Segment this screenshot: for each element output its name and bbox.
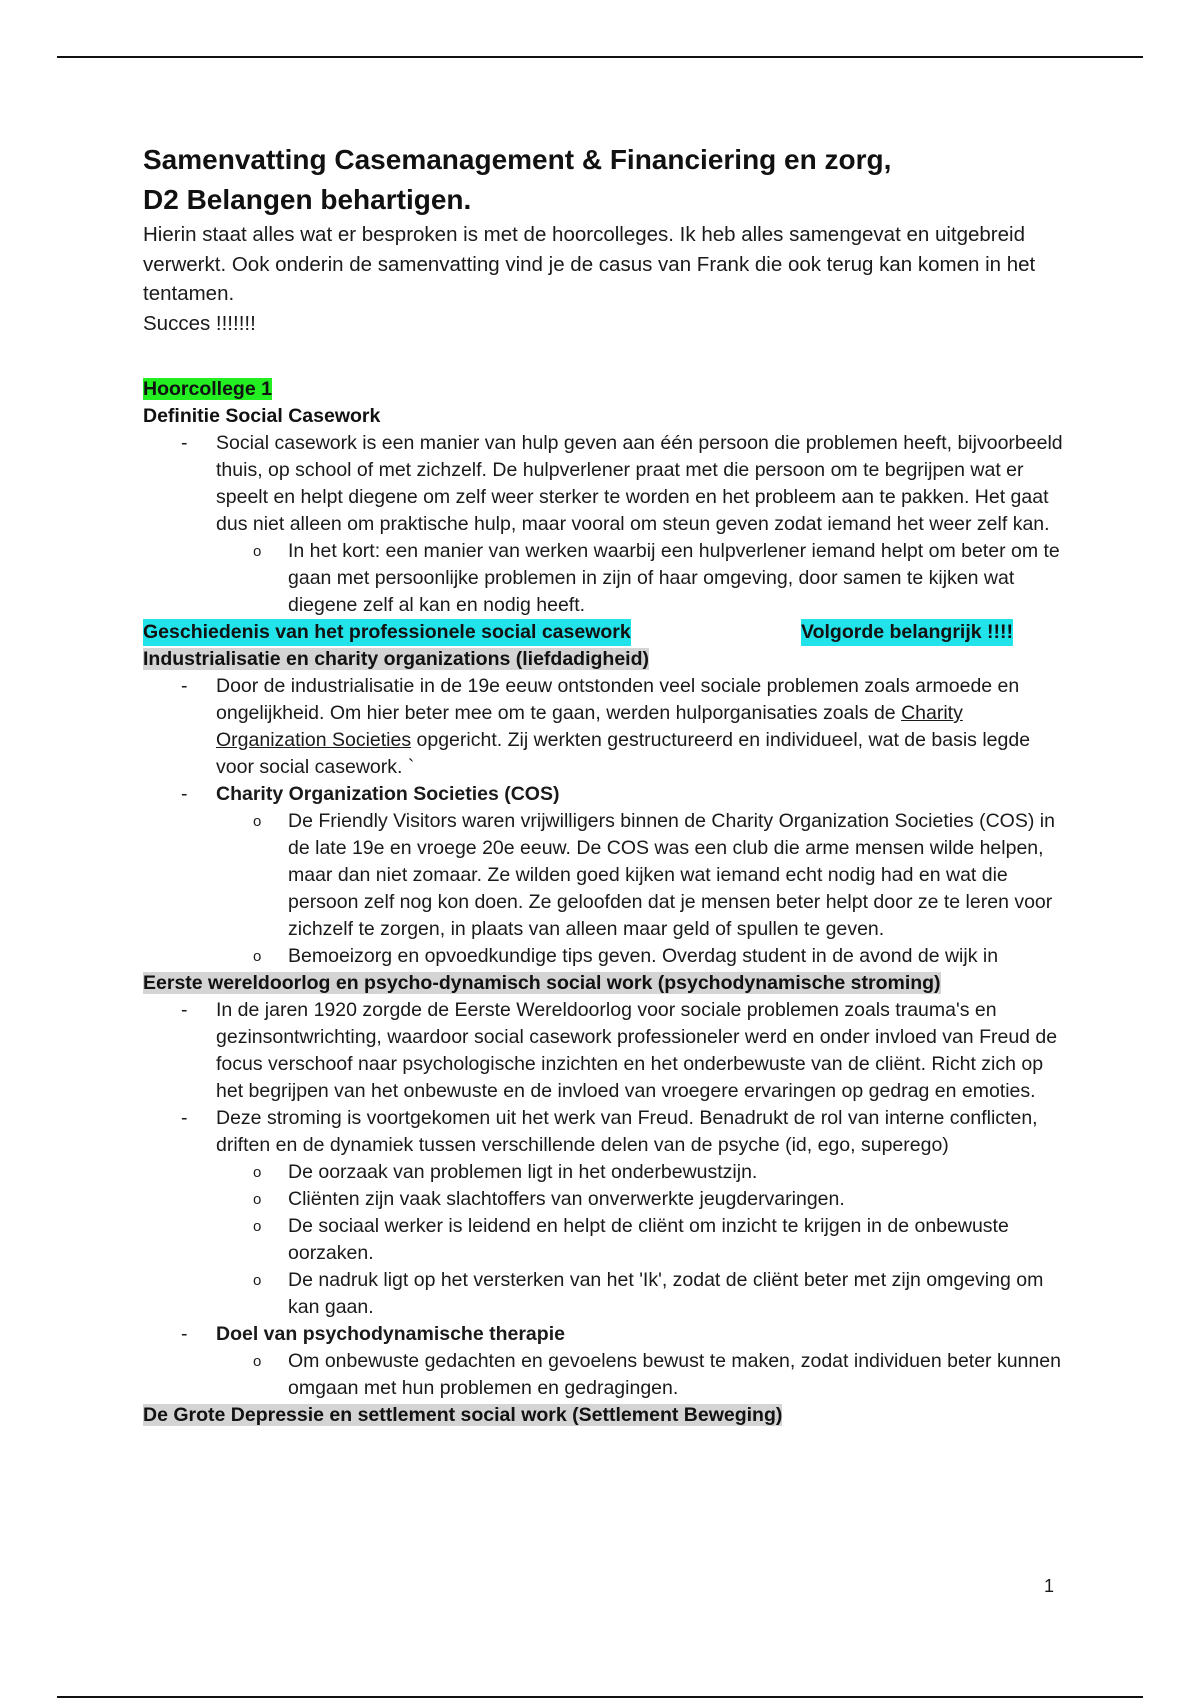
title-line-2: D2 Belangen behartigen. — [143, 184, 472, 215]
list-item — [143, 1267, 1073, 1321]
document-title — [143, 140, 1073, 220]
friendly-visitors-text: De Friendly Visitors waren vrijwilligers binnen de Charity Organization Societies (COS) in de late 19e en vroege 20e eeuw. De COS was een club die arme mensen wilde helpen, maar dan niet zomaar. Ze wilden goed kijken wat iemand echt nodig had en wat die persoon zelf nog kon doen. Ze geloofden dat je mensen beter helpt door ze te leren voor zichzelf te zorgen, in plaats van alleen maar geld of spullen te geven. — [288, 810, 1055, 940]
page-number: 1 — [1044, 1576, 1055, 1596]
freud-point-1: De oorzaak van problemen ligt in het onderbewustzijn. — [288, 1161, 758, 1183]
cos-sublist — [143, 808, 1073, 970]
definition-text: Social casework is een manier van hulp geven aan één persoon die problemen heeft, bijvoorbeeld thuis, op school of met zichzelf. De hulpverlener praat met die persoon om te begrijpen wat er speelt en helpt diegene om zelf weer sterker te worden en het probleem aan te pakken. Het gaat dus niet alleen om praktische hulp, maar vooral om steun geven zodat iemand het weer zelf kan. — [216, 432, 1063, 535]
title-line-1: Samenvatting Casemanagement & Financiering en zorg, — [143, 144, 892, 175]
freud-point-3: De sociaal werker is leidend en helpt de cliënt om inzicht te krijgen in de onbewuste oorzaken. — [288, 1215, 1009, 1264]
therapy-goal-list — [143, 1321, 1073, 1348]
list-item — [143, 1348, 1073, 1402]
dash-marker: - — [181, 1323, 188, 1345]
depression-heading-row — [143, 1402, 1073, 1429]
therapy-goal-text: Om onbewuste gedachten en gevoelens bewust te maken, zodat individuen beter kunnen omgaan met hun problemen en gedragingen. — [288, 1350, 1061, 1399]
freud-point-4: De nadruk ligt op het versterken van het 'Ik', zodat de cliënt beter met zijn omgeving om kan gaan. — [288, 1269, 1044, 1318]
ww1-heading: Eerste wereldoorlog en psycho-dynamisch social work (psychodynamische stroming) — [143, 972, 941, 994]
industrial-list — [143, 673, 1073, 808]
circle-marker: o — [253, 1353, 262, 1370]
circle-marker: o — [253, 813, 262, 830]
header-rule — [57, 56, 1143, 58]
circle-marker: o — [253, 1164, 262, 1181]
circle-marker: o — [253, 948, 262, 965]
bemoeizorg-text: Bemoeizorg en opvoedkundige tips geven. Overdag student in de avond de wijk in — [288, 945, 999, 967]
document-page — [143, 140, 1073, 1429]
cos-subheading: Charity Organization Societies (COS) — [216, 783, 560, 805]
industrial-text-post: opgericht. Zij werkten gestructureerd en individueel, wat de basis legde voor social casework. ` — [216, 729, 1031, 778]
freud-point-2: Cliënten zijn vaak slachtoffers van onverwerkte jeugdervaringen. — [288, 1188, 845, 1210]
list-item — [143, 1159, 1073, 1186]
circle-marker: o — [253, 1218, 262, 1235]
dash-marker: - — [181, 432, 188, 454]
list-item — [143, 1321, 1073, 1348]
cos-link-text: Charity Organization Societies — [216, 702, 963, 751]
list-item — [143, 781, 1073, 808]
list-item — [143, 1213, 1073, 1267]
list-item — [143, 997, 1073, 1105]
dash-marker: - — [181, 783, 188, 805]
succes-line: Succes !!!!!!! — [143, 311, 256, 335]
history-heading-row — [143, 619, 1013, 646]
list-item — [143, 430, 1073, 538]
intro-paragraph: Hierin staat alles wat er besproken is met de hoorcolleges. Ik heb alles samengevat en uitgebreid verwerkt. Ook onderin de samenvatting vind je de casus van Frank die ook terug kan komen in het tentamen. — [143, 223, 1036, 305]
circle-marker: o — [253, 1272, 262, 1289]
industrial-heading: Industrialisatie en charity organizations (liefdadigheid) — [143, 648, 650, 670]
definition-list — [143, 430, 1073, 538]
definition-heading: Definitie Social Casework — [143, 405, 381, 427]
list-item — [143, 1186, 1073, 1213]
lecture-heading — [143, 376, 1073, 403]
circle-marker: o — [253, 543, 262, 560]
industrial-text-pre: Door de industrialisatie in de 19e eeuw ontstonden veel sociale problemen zoals armoede en ongelijkheid. Om hier beter mee om te gaan, werden hulporganisaties zoals de — [216, 675, 1020, 724]
list-item — [143, 943, 1073, 970]
history-heading: Geschiedenis van het professionele social casework — [143, 619, 631, 646]
freud-text: Deze stroming is voortgekomen uit het werk van Freud. Benadrukt de rol van interne conflicten, driften en de dynamiek tussen verschillende delen van de psyche (id, ego, superego) — [216, 1107, 1038, 1156]
footer-rule — [57, 1696, 1143, 1698]
list-item — [143, 808, 1073, 943]
list-item — [143, 538, 1073, 619]
definition-summary: In het kort: een manier van werken waarbij een hulpverlener iemand helpt om beter om te gaan met persoonlijke problemen in zijn of haar omgeving, door samen te kijken wat diegene zelf al kan en nodig heeft. — [288, 540, 1060, 616]
ww1-heading-row — [143, 970, 1073, 997]
spacer — [143, 338, 1073, 376]
list-item — [143, 1105, 1073, 1159]
lecture-label: Hoorcollege 1 — [143, 378, 272, 400]
list-item — [143, 673, 1073, 781]
order-note: Volgorde belangrijk !!!! — [801, 619, 1013, 646]
ww1-text: In de jaren 1920 zorgde de Eerste Wereldoorlog voor sociale problemen zoals trauma's en gezinsontwrichting, waardoor social casework professioneler werd en onder invloed van Freud de focus verschoof naar psychologische inzichten en het onderbewuste van de cliënt. Richt zich op het begrijpen van het onbewuste en de invloed van vroegere ervaringen op gedrag en emoties. — [216, 999, 1058, 1102]
ww1-list — [143, 997, 1073, 1159]
freud-sublist — [143, 1159, 1073, 1321]
dash-marker: - — [181, 675, 188, 697]
depression-heading: De Grote Depressie en settlement social work (Settlement Beweging) — [143, 1404, 783, 1426]
definition-sublist — [143, 538, 1073, 619]
therapy-goal-sublist — [143, 1348, 1073, 1402]
dash-marker: - — [181, 999, 188, 1021]
circle-marker: o — [253, 1191, 262, 1208]
therapy-goal-heading: Doel van psychodynamische therapie — [216, 1323, 565, 1345]
industrial-heading-row — [143, 646, 1073, 673]
dash-marker: - — [181, 1107, 188, 1129]
